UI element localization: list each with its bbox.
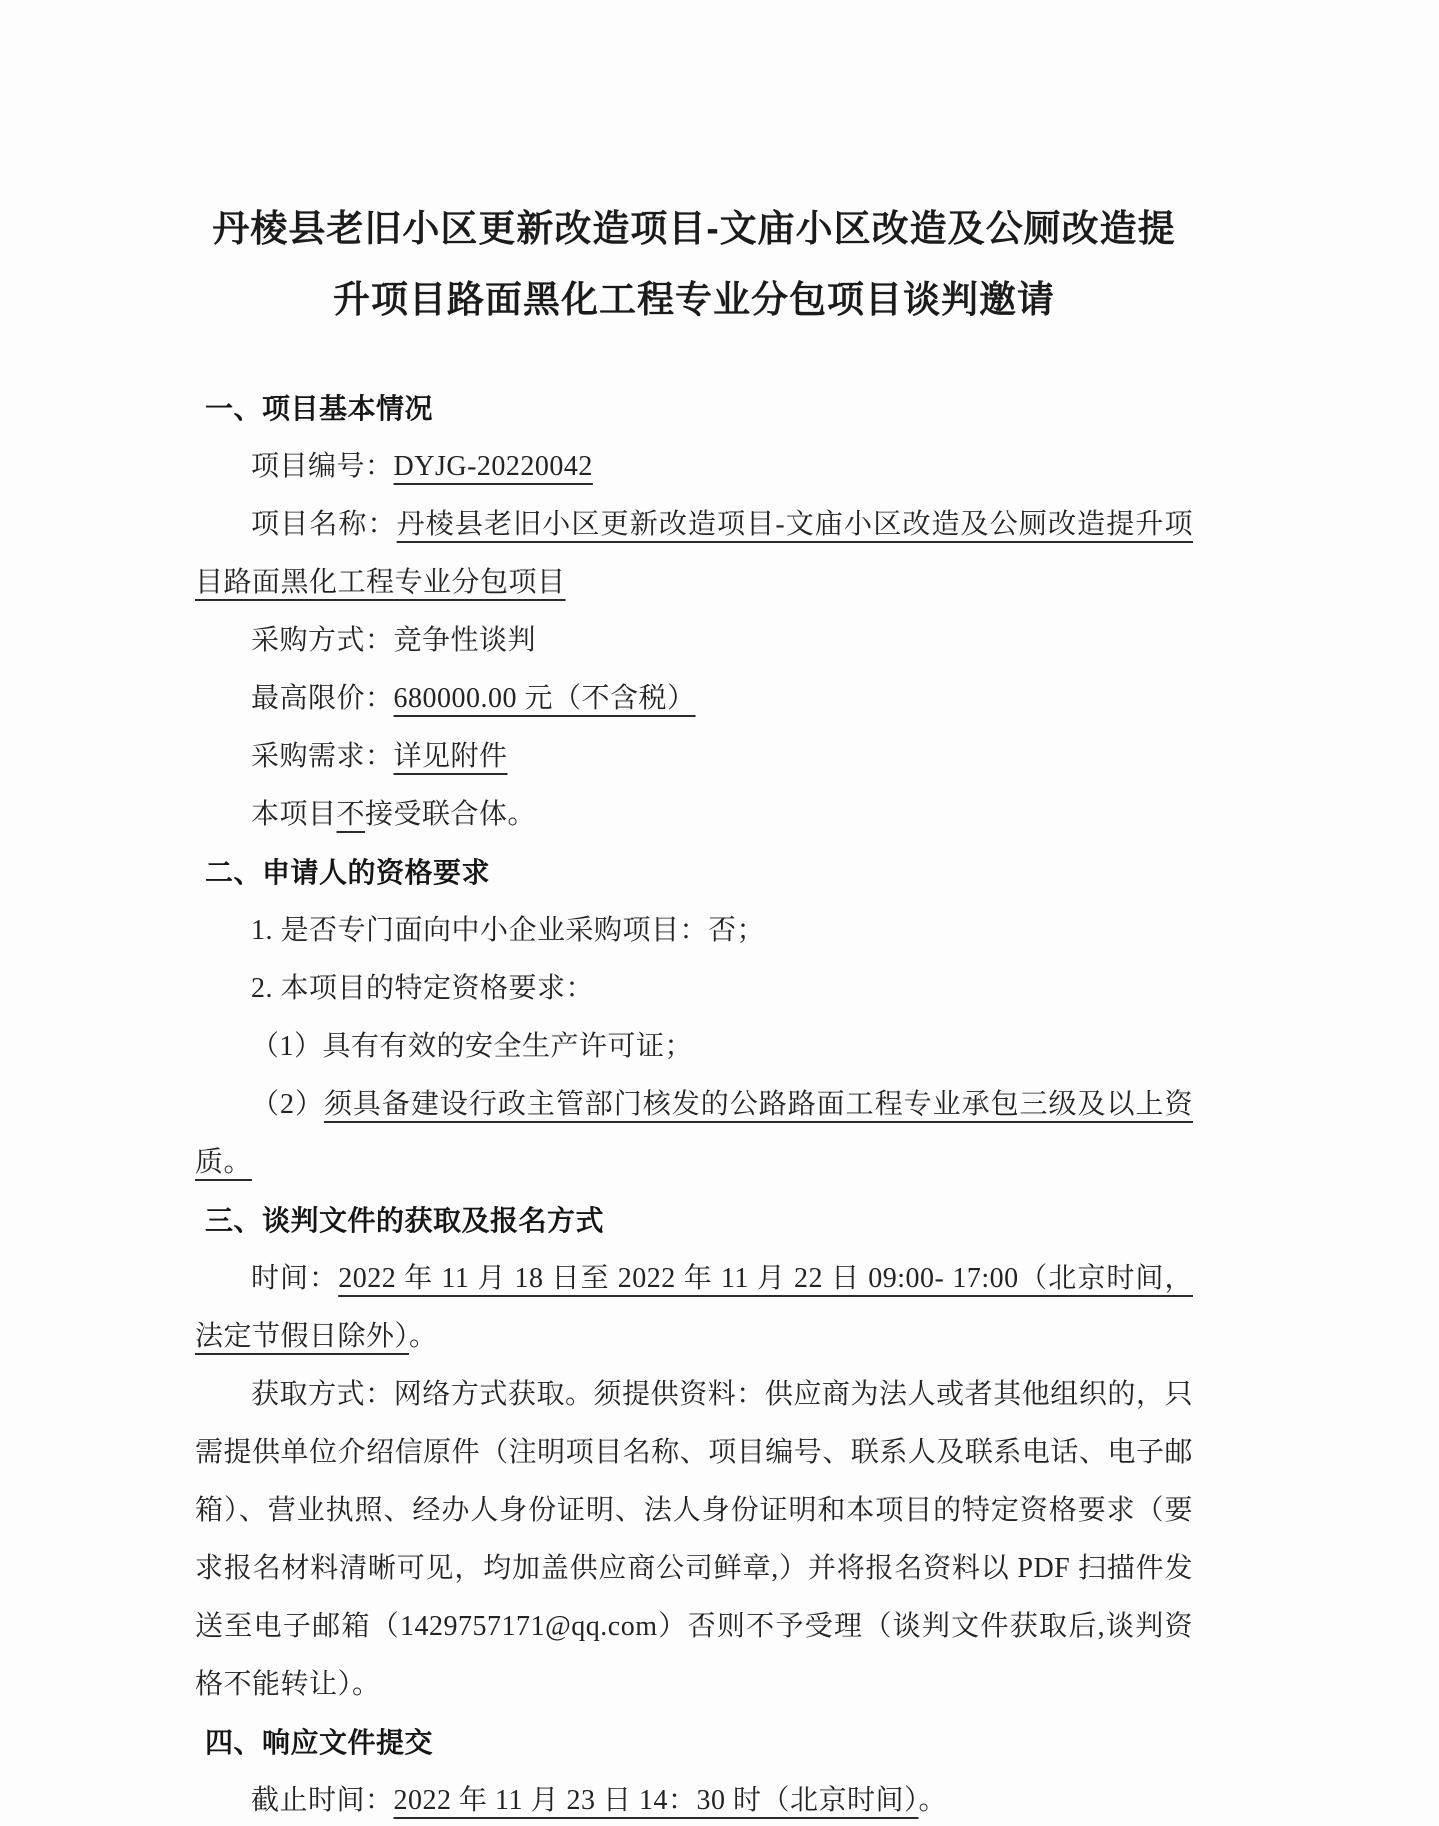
- procurement-demand-row: [195, 728, 1193, 786]
- deadline-row: [195, 1772, 1193, 1826]
- qualification-item-1: 1. 是否专门面向中小企业采购项目：否；: [251, 915, 766, 946]
- deadline-value: 2022 年 11 月 23 日 14：30 时（北京时间）: [393, 1785, 919, 1816]
- qualification-item-4: [195, 1076, 1193, 1192]
- project-number-row: [195, 438, 1193, 496]
- procurement-method-label: 采购方式：: [251, 625, 394, 656]
- deadline-period: 。: [918, 1785, 947, 1816]
- deadline-label: 截止时间：: [251, 1785, 394, 1816]
- consortium-note: [195, 786, 1193, 844]
- qualification-item-2: 2. 本项目的特定资格要求：: [251, 973, 595, 1004]
- section3-heading: 三、谈判文件的获取及报名方式: [205, 1205, 605, 1236]
- qualification-item-4-number: （2）: [251, 1089, 324, 1120]
- obtain-time-row: [195, 1250, 1193, 1366]
- section1-heading: 一、项目基本情况: [205, 393, 434, 424]
- project-name-label: 项目名称：: [251, 509, 397, 540]
- max-price-value: 680000.00 元（不含税）: [393, 683, 696, 714]
- max-price-row: [195, 670, 1193, 728]
- procurement-method-value: 竞争性谈判: [393, 625, 537, 656]
- qualification-item-3: （1）具有有效的安全生产许可证；: [251, 1031, 694, 1062]
- section2-heading: 二、申请人的资格要求: [205, 857, 491, 888]
- procurement-demand-label: 采购需求：: [251, 741, 394, 772]
- document-title-line-2: 升项目路面黑化工程专业分包项目谈判邀请: [333, 279, 1055, 320]
- consortium-note-suffix: 接受联合体。: [365, 799, 537, 830]
- obtain-time-period: 。: [409, 1321, 438, 1352]
- procurement-demand-value: 详见附件: [393, 741, 508, 772]
- qualification-item-4-requirement: 须具备建设行政主管部门核发的公路路面工程专业承包三级及以上资质。: [195, 1089, 1193, 1178]
- obtain-method-paragraph: 获取方式：网络方式获取。须提供资料：供应商为法人或者其他组织的，只需提供单位介绍信原件（注明项目名称、项目编号、联系人及联系电话、电子邮箱）、营业执照、经办人身份证明、法人身份证明和本项目的特定资格要求（要求报名材料清晰可见，均加盖供应商公司鲜章,）并将报名资料以 PDF 扫描件发送至电子邮箱（1429757171@qq.com）否则不予受理（谈判文件获取后,谈判资格不能转让）。: [195, 1379, 1193, 1700]
- document-title-line-1: 丹棱县老旧小区更新改造项目-文庙小区改造及公厕改造提: [212, 208, 1176, 249]
- project-name-value: 丹棱县老旧小区更新改造项目-文庙小区改造及公厕改造提升项目路面黑化工程专业分包项目: [195, 509, 1193, 598]
- section4-heading: 四、响应文件提交: [205, 1727, 434, 1758]
- obtain-time-value: 2022 年 11 月 18 日至 2022 年 11 月 22 日 09:00- 17:00（北京时间，法定节假日除外）: [195, 1263, 1193, 1352]
- consortium-note-emphasis: 不: [336, 799, 366, 830]
- obtain-time-label: 时间：: [251, 1263, 339, 1294]
- project-name-row: [195, 496, 1193, 612]
- consortium-note-prefix: 本项目: [251, 799, 337, 830]
- document-title: [195, 0, 1193, 335]
- project-number-label: 项目编号：: [251, 451, 394, 482]
- procurement-method-row: [195, 612, 1193, 670]
- max-price-label: 最高限价：: [251, 683, 394, 714]
- project-number-value: DYJG-20220042: [393, 451, 593, 482]
